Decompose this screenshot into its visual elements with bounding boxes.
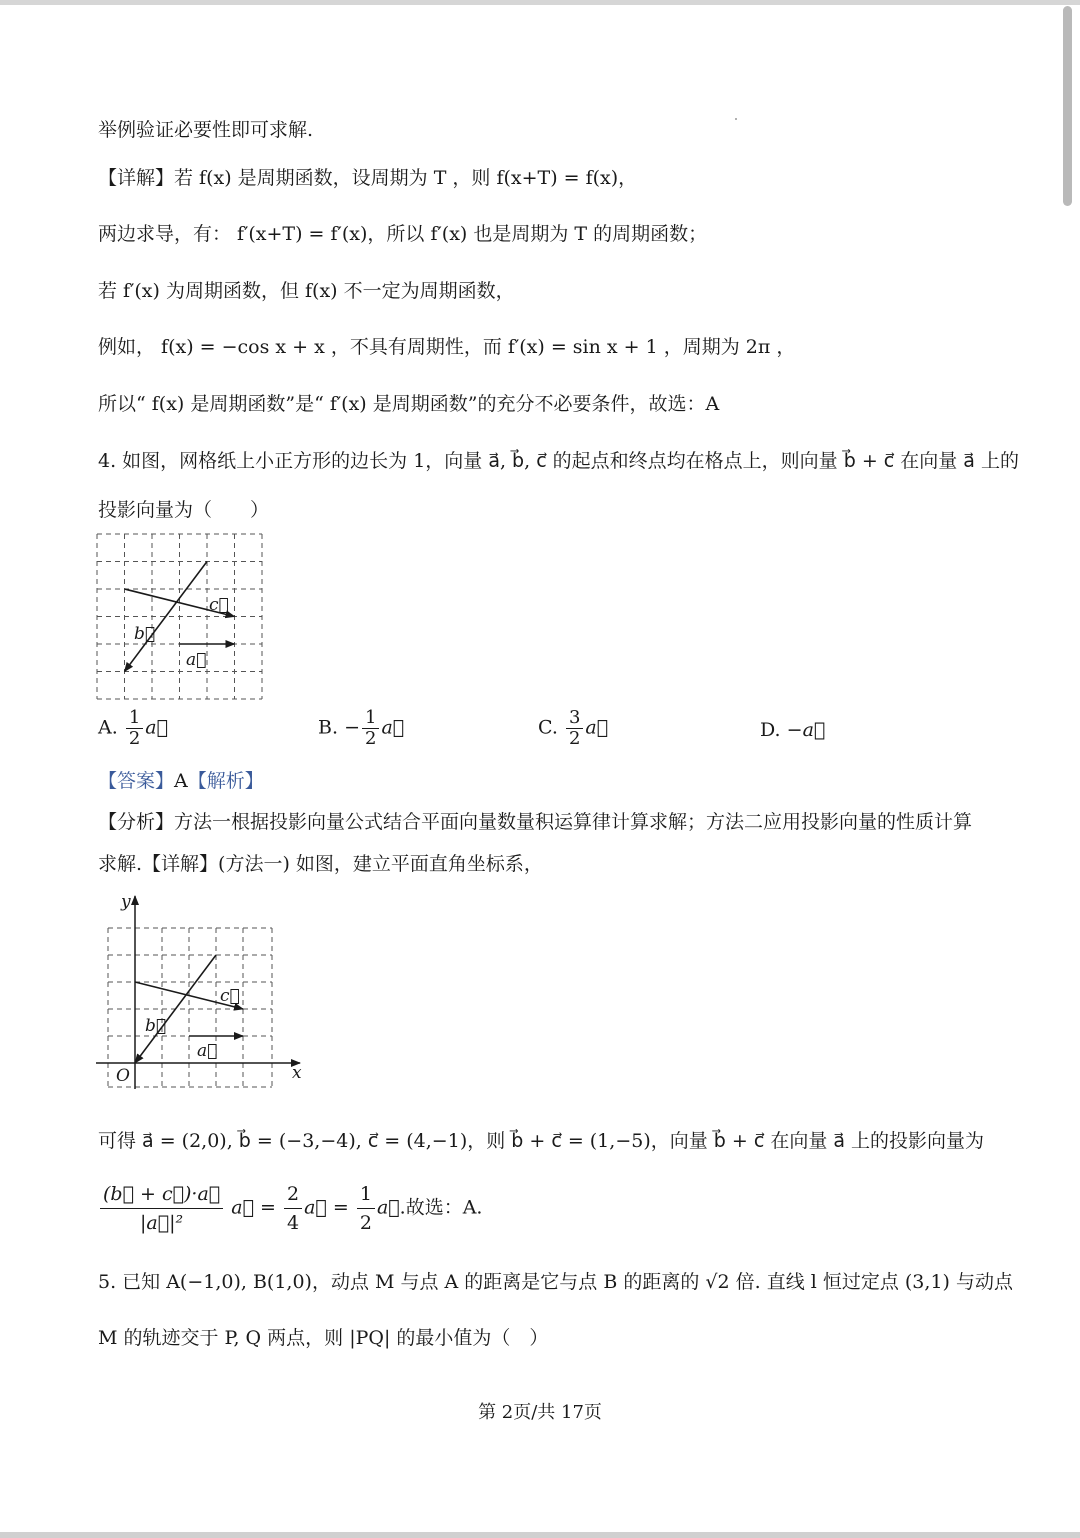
vector-b-label: b⃗ — [134, 624, 156, 644]
question-4-line-2: 投影向量为（ ） — [98, 499, 270, 521]
top-border — [0, 0, 1080, 5]
option-d[interactable]: D. −a⃗ — [760, 719, 826, 741]
text-line-5: 例如， f(x) = −cos x + x ，不具有周期性，而 f′(x) = sin x + 1 ，周期为 2π ， — [98, 336, 796, 358]
scrollbar-thumb[interactable] — [1063, 6, 1072, 206]
formula-numerator: (b⃗ + c⃗)·a⃗ — [100, 1180, 223, 1209]
vector-b-label: b⃗ — [145, 1016, 167, 1036]
analysis-line-1: 【分析】方法一根据投影向量公式结合平面向量数量积运算律计算求解；方法二应用投影向量的性质计算 — [98, 811, 973, 833]
formula-denominator: |a⃗|² — [140, 1212, 184, 1234]
vector-grid-figure-1 — [96, 533, 266, 701]
bottom-border — [0, 1532, 1080, 1538]
text-line-4: 若 f′(x) 为周期函数，但 f(x) 不一定为周期函数， — [98, 280, 515, 302]
grid-lines — [97, 534, 262, 699]
page-footer: 第 2页/共 17页 — [478, 1402, 602, 1423]
analysis-tag: 【解析】 — [187, 770, 264, 792]
vector-c-label: c⃗ — [209, 595, 229, 615]
vector-a-label: a⃗ — [186, 650, 207, 670]
origin-label: O — [116, 1066, 130, 1086]
vector-c-label: c⃗ — [220, 986, 240, 1006]
scan-speck — [735, 118, 737, 120]
text-line-2: 【详解】若 f(x) 是周期函数，设周期为 T ，则 f(x+T) = f(x)， — [98, 167, 638, 189]
answer-line — [98, 768, 264, 794]
question-5-line-2: M 的轨迹交于 P, Q 两点，则 |PQ| 的最小值为（ ） — [98, 1327, 549, 1349]
scrollbar-track[interactable] — [1058, 0, 1080, 1538]
axis-y-label: y — [121, 892, 131, 912]
answer-letter: A — [174, 770, 188, 792]
axis-x-label: x — [292, 1063, 302, 1083]
text-line-3: 两边求导，有： f′(x+T) = f′(x)，所以 f′(x) 也是周期为 T 的周期函数； — [98, 223, 708, 245]
question-4-line-1: 4. 如图，网格纸上小正方形的边长为 1，向量 a⃗, b⃗, c⃗ 的起点和终点均在格点上，则向量 b⃗ + c⃗ 在向量 a⃗ 上的 — [98, 450, 1019, 472]
option-c[interactable]: C. $\frac{3}{2}$ a⃗ — [538, 707, 609, 749]
projection-formula: $\frac{(b⃗ + c⃗)\cdot a⃗}{\text{|a⃗|²}}$ a⃗ = $\frac{2}{4}$ a⃗ = $\frac{1}{2}$ a⃗.故选：A. — [98, 1180, 482, 1237]
answer-tag: 【答案】 — [98, 770, 175, 792]
vector-a-label: a⃗ — [197, 1041, 218, 1061]
option-b[interactable]: B. − $\frac{1}{2}$ a⃗ — [318, 707, 405, 749]
vectors-line: 可得 a⃗ = (2,0), b⃗ = (−3,−4), c⃗ = (4,−1)，则 b⃗ + c⃗ = (1,−5)，向量 b⃗ + c⃗ 在向量 a⃗ 上的投影向量为 — [98, 1130, 985, 1152]
question-5-line-1: 5. 已知 A(−1,0), B(1,0)，动点 M 与点 A 的距离是它与点 B 的距离的 √2 倍. 直线 l 恒过定点 (3,1) 与动点 — [98, 1271, 1013, 1293]
analysis-line-2: 求解.【详解】(方法一) 如图，建立平面直角坐标系， — [98, 853, 543, 875]
text-line-1: 举例验证必要性即可求解. — [98, 119, 314, 141]
vector-grid-figure-2 — [94, 890, 310, 1090]
text-line-6: 所以“ f(x) 是周期函数”是“ f′(x) 是周期函数”的充分不必要条件，故选：A — [98, 393, 720, 415]
option-a[interactable]: A. $\frac{1}{2}$ a⃗ — [98, 707, 168, 749]
